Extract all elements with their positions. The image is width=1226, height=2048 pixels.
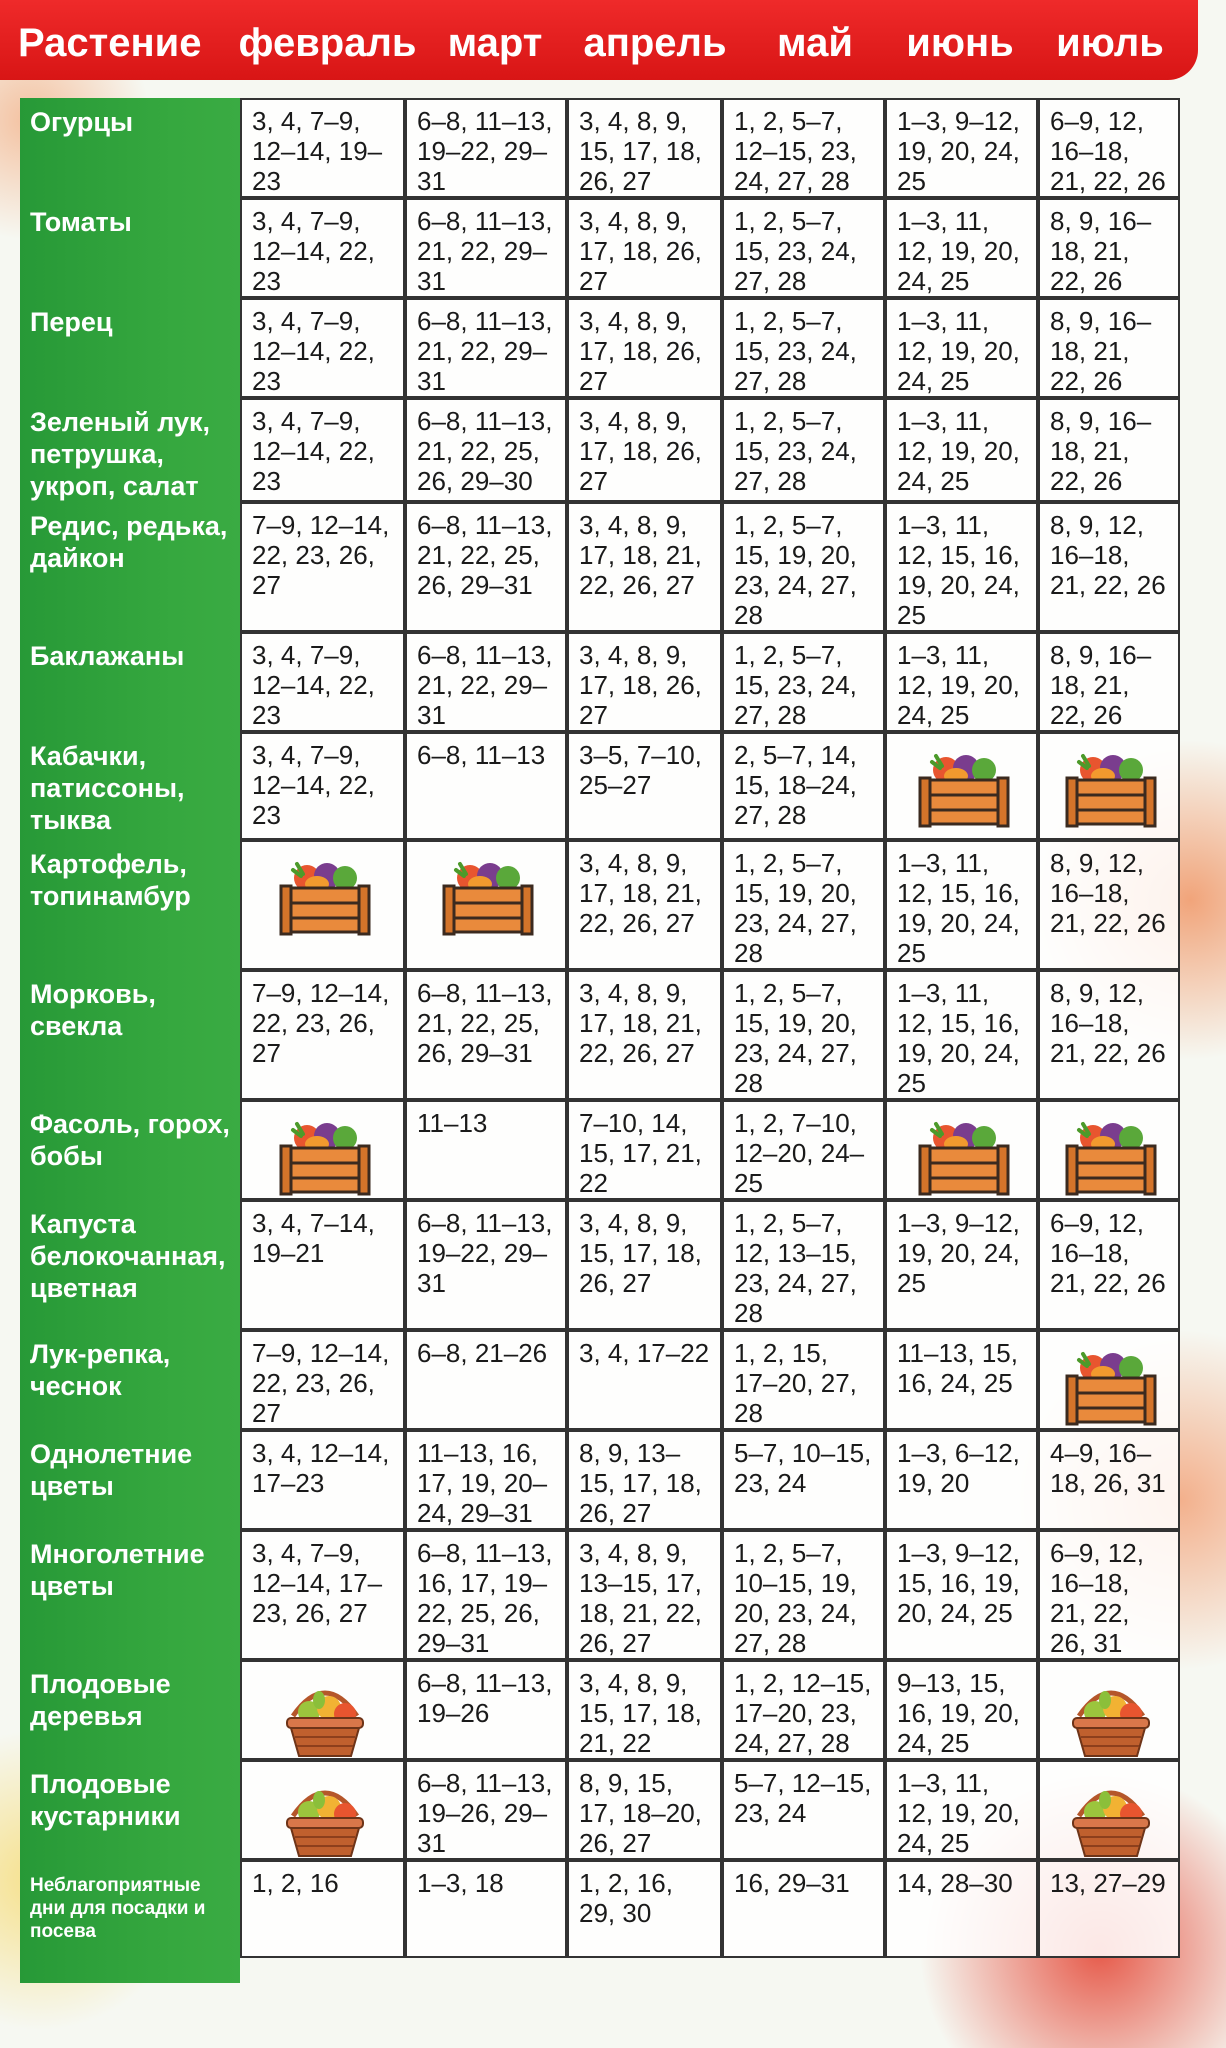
date-cell: 1, 2, 16 <box>240 1860 405 1958</box>
plant-label: Фасоль, горох, бобы <box>30 1109 230 1171</box>
date-cell: 3, 4, 7–9, 12–14, 17–23, 26, 27 <box>240 1530 405 1660</box>
fruit-basket-icon <box>1038 1660 1180 1760</box>
plant-label: Кабачки, патиссоны, тыква <box>30 741 185 835</box>
date-cell: 5–7, 10–15, 23, 24 <box>722 1430 885 1530</box>
date-cell: 3, 4, 7–14, 19–21 <box>240 1200 405 1330</box>
date-cell: 3, 4, 8, 9, 17, 18, 26, 27 <box>567 398 722 502</box>
date-cell: 3, 4, 7–9, 12–14, 22, 23 <box>240 632 405 732</box>
plant-label: Однолетние цветы <box>30 1439 193 1501</box>
date-cell: 1, 2, 5–7, 12, 13–15, 23, 24, 27, 28 <box>722 1200 885 1330</box>
date-cell: 3, 4, 8, 9, 17, 18, 21, 22, 26, 27 <box>567 970 722 1100</box>
date-cell: 6–8, 11–13, 21, 22, 29–31 <box>405 298 567 398</box>
plant-label: Перец <box>30 307 113 337</box>
date-cell: 1–3, 9–12, 19, 20, 24, 25 <box>885 98 1038 198</box>
date-cell: 7–10, 14, 15, 17, 21, 22 <box>567 1100 722 1200</box>
plant-label: Томаты <box>30 207 132 237</box>
date-cell: 3, 4, 8, 9, 15, 17, 18, 26, 27 <box>567 98 722 198</box>
vegetable-crate-icon <box>240 840 405 970</box>
calendar-header <box>0 0 1198 80</box>
header-plant-label: Растение <box>18 21 202 65</box>
date-cell: 1, 2, 5–7, 15, 23, 24, 27, 28 <box>722 632 885 732</box>
plant-label: Морковь, свекла <box>30 979 156 1041</box>
date-cell: 6–8, 11–13, 19–26 <box>405 1660 567 1760</box>
plant-label: Плодовые деревья <box>30 1669 171 1731</box>
date-cell: 7–9, 12–14, 22, 23, 26, 27 <box>240 1330 405 1430</box>
date-cell: 1–3, 9–12, 15, 16, 19, 20, 24, 25 <box>885 1530 1038 1660</box>
date-cell: 1–3, 11, 12, 15, 16, 19, 20, 24, 25 <box>885 502 1038 632</box>
header-month-3: апрель <box>583 21 727 65</box>
fruit-basket-icon <box>1038 1760 1180 1860</box>
date-cell: 1, 2, 15, 17–20, 27, 28 <box>722 1330 885 1430</box>
table-row <box>20 1200 1180 1330</box>
date-cell: 7–9, 12–14, 22, 23, 26, 27 <box>240 970 405 1100</box>
date-cell: 1, 2, 5–7, 15, 19, 20, 23, 24, 27, 28 <box>722 502 885 632</box>
table-row <box>20 1660 1180 1760</box>
date-cell: 3, 4, 7–9, 12–14, 22, 23 <box>240 398 405 502</box>
date-cell: 1–3, 9–12, 19, 20, 24, 25 <box>885 1200 1038 1330</box>
date-cell: 6–8, 11–13, 19–22, 29–31 <box>405 98 567 198</box>
plant-label: Баклажаны <box>30 641 185 671</box>
date-cell: 1–3, 18 <box>405 1860 567 1958</box>
date-cell: 1–3, 11, 12, 15, 16, 19, 20, 24, 25 <box>885 970 1038 1100</box>
date-cell: 1, 2, 5–7, 15, 23, 24, 27, 28 <box>722 198 885 298</box>
date-cell: 3, 4, 8, 9, 15, 17, 18, 26, 27 <box>567 1200 722 1330</box>
vegetable-crate-icon <box>1038 1330 1180 1430</box>
date-cell: 11–13 <box>405 1100 567 1200</box>
date-cell: 3, 4, 7–9, 12–14, 22, 23 <box>240 732 405 840</box>
plant-label: Редис, редька, дайкон <box>30 511 228 573</box>
fruit-basket-icon <box>240 1760 405 1860</box>
plant-label: Картофель, топинамбур <box>30 849 191 911</box>
date-cell: 3–5, 7–10, 25–27 <box>567 732 722 840</box>
vegetable-crate-icon <box>1038 732 1180 840</box>
table-row <box>20 98 1180 198</box>
date-cell: 1, 2, 5–7, 15, 23, 24, 27, 28 <box>722 298 885 398</box>
date-cell: 4–9, 16–18, 26, 31 <box>1038 1430 1180 1530</box>
table-row <box>20 1860 1180 1958</box>
header-month-4: май <box>777 21 853 65</box>
header-month-6: июль <box>1056 21 1164 65</box>
table-row <box>20 398 1180 502</box>
date-cell: 1, 2, 5–7, 15, 23, 24, 27, 28 <box>722 398 885 502</box>
date-cell: 6–9, 12, 16–18, 21, 22, 26, 31 <box>1038 1530 1180 1660</box>
date-cell: 3, 4, 8, 9, 17, 18, 26, 27 <box>567 298 722 398</box>
date-cell: 3, 4, 7–9, 12–14, 22, 23 <box>240 198 405 298</box>
vegetable-crate-icon <box>885 1100 1038 1200</box>
date-cell: 11–13, 15, 16, 24, 25 <box>885 1330 1038 1430</box>
table-row <box>20 970 1180 1100</box>
date-cell: 3, 4, 8, 9, 17, 18, 26, 27 <box>567 198 722 298</box>
date-cell: 9–13, 15, 16, 19, 20, 24, 25 <box>885 1660 1038 1760</box>
date-cell: 3, 4, 8, 9, 17, 18, 21, 22, 26, 27 <box>567 840 722 970</box>
date-cell: 1, 2, 5–7, 15, 19, 20, 23, 24, 27, 28 <box>722 840 885 970</box>
vegetable-crate-icon <box>1038 1100 1180 1200</box>
date-cell: 8, 9, 16–18, 21, 22, 26 <box>1038 198 1180 298</box>
table-row <box>20 298 1180 398</box>
date-cell: 2, 5–7, 14, 15, 18–24, 27, 28 <box>722 732 885 840</box>
date-cell: 3, 4, 8, 9, 17, 18, 21, 22, 26, 27 <box>567 502 722 632</box>
plant-label: Лук-репка, чеснок <box>30 1339 171 1401</box>
date-cell: 11–13, 16, 17, 19, 20–24, 29–31 <box>405 1430 567 1530</box>
table-row <box>20 732 1180 840</box>
date-cell: 1–3, 6–12, 19, 20 <box>885 1430 1038 1530</box>
date-cell: 13, 27–29 <box>1038 1860 1180 1958</box>
table-row <box>20 1430 1180 1530</box>
plant-label: Неблагоприятные дни для посадки и посева <box>30 1875 206 1942</box>
vegetable-crate-icon <box>405 840 567 970</box>
header-month-5: июнь <box>906 21 1014 65</box>
date-cell: 7–9, 12–14, 22, 23, 26, 27 <box>240 502 405 632</box>
date-cell: 6–8, 11–13, 21, 22, 29–31 <box>405 198 567 298</box>
date-cell: 1–3, 11, 12, 19, 20, 24, 25 <box>885 1760 1038 1860</box>
date-cell: 1, 2, 7–10, 12–20, 24–25 <box>722 1100 885 1200</box>
date-cell: 3, 4, 17–22 <box>567 1330 722 1430</box>
date-cell: 6–9, 12, 16–18, 21, 22, 26 <box>1038 98 1180 198</box>
table-row <box>20 632 1180 732</box>
date-cell: 1, 2, 5–7, 15, 19, 20, 23, 24, 27, 28 <box>722 970 885 1100</box>
date-cell: 8, 9, 16–18, 21, 22, 26 <box>1038 298 1180 398</box>
date-cell: 6–8, 11–13, 19–26, 29–31 <box>405 1760 567 1860</box>
header-month-1: февраль <box>238 21 417 65</box>
date-cell: 6–8, 11–13, 16, 17, 19–22, 25, 26, 29–31 <box>405 1530 567 1660</box>
date-cell: 3, 4, 8, 9, 15, 17, 18, 21, 22 <box>567 1660 722 1760</box>
plant-label: Огурцы <box>30 107 134 137</box>
date-cell: 6–8, 11–13, 21, 22, 25, 26, 29–31 <box>405 970 567 1100</box>
table-row <box>20 840 1180 970</box>
date-cell: 6–9, 12, 16–18, 21, 22, 26 <box>1038 1200 1180 1330</box>
date-cell: 6–8, 11–13, 21, 22, 25, 26, 29–30 <box>405 398 567 502</box>
date-cell: 8, 9, 16–18, 21, 22, 26 <box>1038 632 1180 732</box>
date-cell: 8, 9, 12, 16–18, 21, 22, 26 <box>1038 970 1180 1100</box>
date-cell: 3, 4, 7–9, 12–14, 19–23 <box>240 98 405 198</box>
date-cell: 3, 4, 8, 9, 13–15, 17, 18, 21, 22, 26, 27 <box>567 1530 722 1660</box>
date-cell: 3, 4, 12–14, 17–23 <box>240 1430 405 1530</box>
date-cell: 6–8, 11–13, 21, 22, 29–31 <box>405 632 567 732</box>
plant-label: Многолетние цветы <box>30 1539 205 1601</box>
date-cell: 8, 9, 12, 16–18, 21, 22, 26 <box>1038 502 1180 632</box>
date-cell: 1, 2, 16, 29, 30 <box>567 1860 722 1958</box>
vegetable-crate-icon <box>240 1100 405 1200</box>
fruit-basket-icon <box>240 1660 405 1760</box>
date-cell: 1–3, 11, 12, 19, 20, 24, 25 <box>885 298 1038 398</box>
date-cell: 1–3, 11, 12, 15, 16, 19, 20, 24, 25 <box>885 840 1038 970</box>
date-cell: 6–8, 11–13, 19–22, 29–31 <box>405 1200 567 1330</box>
vegetable-crate-icon <box>885 732 1038 840</box>
date-cell: 8, 9, 15, 17, 18–20, 26, 27 <box>567 1760 722 1860</box>
date-cell: 1, 2, 12–15, 17–20, 23, 24, 27, 28 <box>722 1660 885 1760</box>
plant-label: Капуста белокочанная, цветная <box>30 1209 226 1303</box>
table-row <box>20 1330 1180 1430</box>
table-row <box>20 1760 1180 1860</box>
header-month-2: март <box>447 21 543 65</box>
plant-label: Плодовые кустарники <box>30 1769 181 1831</box>
date-cell: 6–8, 21–26 <box>405 1330 567 1430</box>
date-cell: 5–7, 12–15, 23, 24 <box>722 1760 885 1860</box>
date-cell: 8, 9, 12, 16–18, 21, 22, 26 <box>1038 840 1180 970</box>
date-cell: 3, 4, 7–9, 12–14, 22, 23 <box>240 298 405 398</box>
date-cell: 8, 9, 16–18, 21, 22, 26 <box>1038 398 1180 502</box>
date-cell: 3, 4, 8, 9, 17, 18, 26, 27 <box>567 632 722 732</box>
table-row <box>20 198 1180 298</box>
date-cell: 1–3, 11, 12, 19, 20, 24, 25 <box>885 632 1038 732</box>
table-row <box>20 1530 1180 1660</box>
date-cell: 1–3, 11, 12, 19, 20, 24, 25 <box>885 198 1038 298</box>
date-cell: 14, 28–30 <box>885 1860 1038 1958</box>
date-cell: 6–8, 11–13 <box>405 732 567 840</box>
date-cell: 1, 2, 5–7, 10–15, 19, 20, 23, 24, 27, 28 <box>722 1530 885 1660</box>
date-cell: 6–8, 11–13, 21, 22, 25, 26, 29–31 <box>405 502 567 632</box>
plant-label: Зеленый лук, петрушка, укроп, салат <box>30 407 211 501</box>
table-row <box>20 502 1180 632</box>
date-cell: 16, 29–31 <box>722 1860 885 1958</box>
date-cell: 1, 2, 5–7, 12–15, 23, 24, 27, 28 <box>722 98 885 198</box>
date-cell: 8, 9, 13–15, 17, 18, 26, 27 <box>567 1430 722 1530</box>
table-row <box>20 1100 1180 1200</box>
date-cell: 1–3, 11, 12, 19, 20, 24, 25 <box>885 398 1038 502</box>
